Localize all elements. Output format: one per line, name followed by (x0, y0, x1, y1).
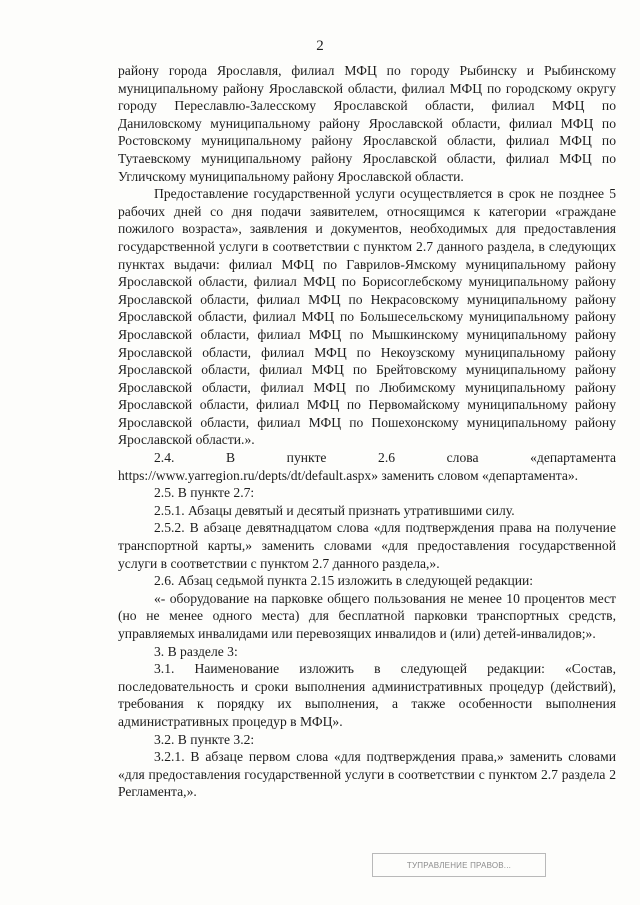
paragraph-3-1: 3.1. Наименование изложить в следующей редакции: «Состав, последовательность и сроки выполнения административных процедур (действий), требования к порядку их выполнения, а также особенности выполнения административных процедур в МФЦ». (118, 661, 616, 729)
paragraph-2-4: 2.4. В пункте 2.6 слова «департамента https://www.yarregion.ru/depts/dt/default.aspx» заменить словом «департамента». (118, 450, 616, 483)
legal-department-stamp: ТУПРАВЛЕНИЕ ПРАВОВ... (372, 853, 546, 877)
paragraph-3: 3. В разделе 3: (154, 643, 238, 659)
paragraph-3-2-1: 3.2.1. В абзаце первом слова «для подтверждения права,» заменить словами «для предоставления государственной услуги в соответствии с пунктом 2.7 раздела 2 Регламента,». (118, 749, 616, 800)
document-body (118, 62, 616, 801)
paragraph-service-provision: Предоставление государственной услуги осуществляется в срок не позднее 5 рабочих дней со дня подачи заявителем, относящимся к категории «граждане пожилого возраста», заявления и документов, необходимых для предоставления государственной услуги в соответствии с пунктом 2.7 данного раздела, в следующих пунктах выдачи: филиал МФЦ по Гаврилов-Ямскому муниципальному району Ярославской области, филиал МФЦ по Борисоглебскому муниципальному району Ярославской области, филиал МФЦ по Некрасовскому муниципальному району Ярославской области, филиал МФЦ по Большесельскому муниципальному району Ярославской области, филиал МФЦ по Мышкинскому муниципальному району Ярославской области, филиал МФЦ по Некоузскому муниципальному району Ярославской области, филиал МФЦ по Брейтовскому муниципальному району Ярославской области, филиал МФЦ по Любимскому муниципальному району Ярославской области, филиал МФЦ по Первомайскому муниципальному району Ярославской области, филиал МФЦ по Пошехонскому муниципальному району Ярославской области.». (118, 186, 616, 448)
paragraph-continuation: району города Ярославля, филиал МФЦ по городу Рыбинску и Рыбинскому муниципальному району Ярославской области, филиал МФЦ по городскому округу городу Переславлю-Залесскому Ярославской области, филиал МФЦ по Даниловскому муниципальному району Ярославской области, филиал МФЦ по Ростовскому муниципальному району Ярославской области, филиал МФЦ по Тутаевскому муниципальному району Ярославской области, филиал МФЦ по Угличскому муниципальному району Ярославской области. (118, 63, 616, 184)
page-number: 2 (316, 38, 324, 54)
paragraph-2-5-1: 2.5.1. Абзацы девятый и десятый признать утратившими силу. (154, 502, 515, 518)
paragraph-quote-parking: «- оборудование на парковке общего пользования не менее 10 процентов мест (но не менее одного места) для бесплатной парковки транспортных средств, управляемых инвалидами или перевозящих инвалидов и (или) детей-инвалидов;». (118, 590, 616, 641)
paragraph-3-2: 3.2. В пункте 3.2: (154, 731, 255, 747)
paragraph-2-5: 2.5. В пункте 2.7: (154, 485, 255, 501)
paragraph-2-6: 2.6. Абзац седьмой пункта 2.15 изложить в следующей редакции: (154, 573, 534, 589)
paragraph-2-5-2: 2.5.2. В абзаце девятнадцатом слова «для подтверждения права на получение транспортной карты,» заменить словами «для предоставления государственной услуги в соответствии с пунктом 2.7 данного раздела,». (118, 520, 616, 571)
